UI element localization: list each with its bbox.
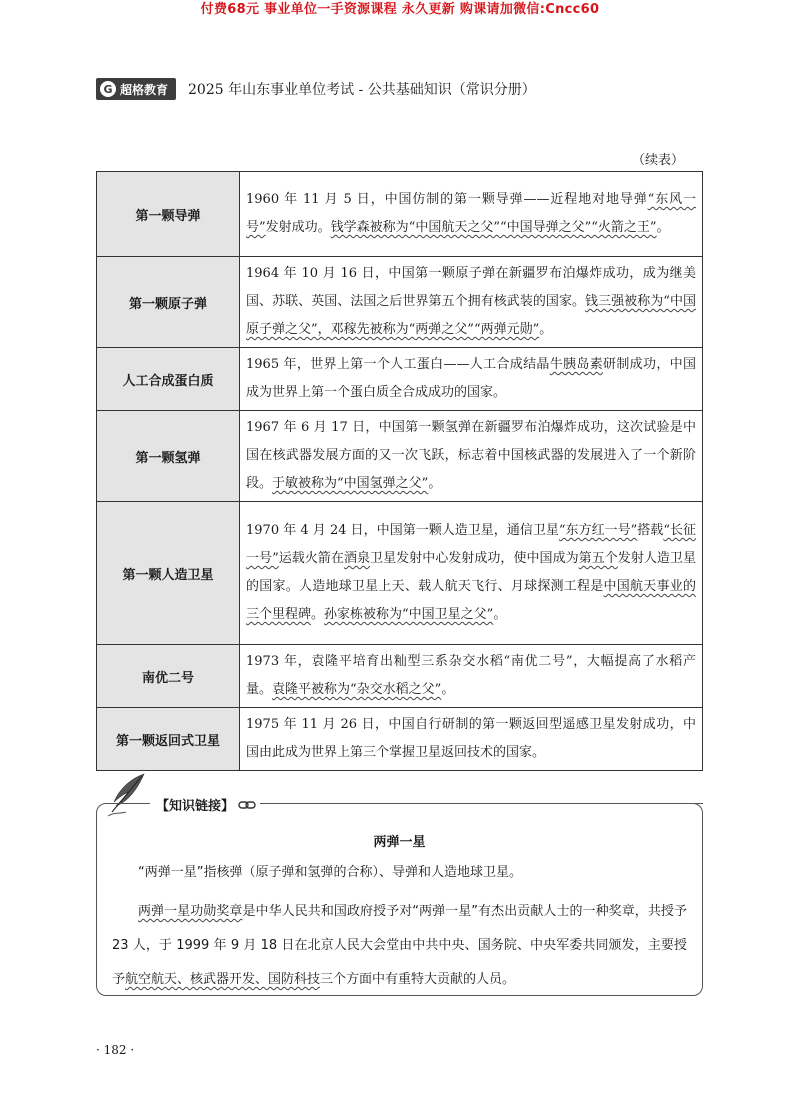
row-term: 第一颗返回式卫星: [97, 708, 240, 771]
row-description: [240, 348, 703, 411]
emphasis-text: 牛胰岛素: [549, 357, 604, 372]
row-description: [240, 645, 703, 708]
emphasis-text: 两弹一星功勋奖章: [138, 904, 243, 919]
knowledge-divider: [260, 803, 703, 804]
row-term: 第一颗原子弹: [97, 257, 240, 348]
emphasis-text: “长征一号”: [246, 523, 696, 566]
brand-logo: [96, 78, 176, 100]
row-description: [240, 708, 703, 771]
row-term: 第一颗导弹: [97, 172, 240, 257]
row-term: 第一颗人造卫星: [97, 502, 240, 645]
table-row: [97, 645, 703, 708]
row-term: 南优二号: [97, 645, 240, 708]
body-text: 是中华人民共和国政府授予对“两弹一星”有杰出贡献人士的一种奖章，共授予 23 人，于 1999 年 9 月 18 日在北京人民大会堂由中共中央、国务院、中央军委共同颁发，主要授予: [112, 904, 687, 987]
emphasis-text: 袁隆平被称为“杂交水稻之父”: [272, 682, 442, 697]
emphasis-text: 于敏被称为“中国氢弹之父”: [272, 476, 429, 491]
emphasis-text: “东方红一号”: [558, 523, 638, 538]
emphasis-text: 孙家栋被称为“中国卫星之父”: [324, 607, 494, 622]
row-term: 第一颗氢弹: [97, 411, 240, 502]
body-text: 1973 年，袁隆平培育出籼型三系杂交水稻“南优二号”，大幅提高了水稻产量。: [246, 654, 696, 697]
table-row: [97, 411, 703, 502]
body-text: 发射成功。: [265, 220, 331, 235]
emphasis-text: 钱学森被称为“中国航天之父”“中国导弹之父”“火箭之王”: [330, 220, 657, 235]
continued-label: （续表）: [632, 153, 685, 168]
body-text: 。: [539, 322, 553, 337]
emphasis-text: “东风一号”: [246, 192, 696, 235]
knowledge-paragraph-2: [112, 895, 687, 997]
emphasis-text: 第五个: [578, 551, 618, 566]
body-text: 1975 年 11 月 26 日，中国自行研制的第一颗返回型遥感卫星发射成功，中国由此成为世界上第三个掌握卫星返回技术的国家。: [246, 717, 696, 760]
emphasis-text: 航空航天、核武器开发、国防科技: [125, 972, 321, 987]
body-text: 1960 年 11 月 5 日，中国仿制的第一颗导弹——近程地对地导弹: [246, 192, 648, 207]
table-row: [97, 172, 703, 257]
body-text: 卫星发射中心发射成功，使中国成为: [370, 551, 579, 566]
page-number: · 182 ·: [96, 1043, 135, 1057]
row-term: 人工合成蛋白质: [97, 348, 240, 411]
row-description: [240, 502, 703, 645]
row-description: [240, 172, 703, 257]
row-description: [240, 411, 703, 502]
knowledge-title: 两弹一星: [373, 835, 426, 850]
emphasis-text: 钱三强被称为“中国原子弹之父”，邓稼先被称为“两弹之父”“两弹元勋”: [246, 294, 696, 337]
emphasis-text: 中国航天事业的三个里程碑: [246, 579, 696, 622]
body-text: 1965 年，世界上第一个人工蛋白——人工合成结晶: [246, 357, 550, 372]
promo-banner: 付费68元 事业单位一手资源课程 永久更新 购课请加微信:Cncc60: [200, 2, 600, 17]
body-text: 。: [441, 682, 455, 697]
page-header: [96, 77, 536, 101]
body-text: 搭载: [637, 523, 664, 538]
body-text: 1967 年 6 月 17 日，中国第一颗氢弹在新疆罗布泊爆炸成功，这次试验是中国在核武器发展方面的又一次飞跃，标志着中国核武器的发展进入了一个新阶段。: [246, 420, 696, 491]
row-description: [240, 257, 703, 348]
body-text: 。: [656, 220, 670, 235]
facts-table: [96, 171, 703, 771]
body-text: 发射人造卫星的国家。人造地球卫星上天、载人航天飞行、月球探测工程是: [246, 551, 696, 594]
body-text: 研制成功，中国成为世界上第一个蛋白质全合成成功的国家。: [246, 357, 696, 400]
chain-link-icon: [238, 799, 256, 811]
logo-mark-icon: G: [100, 81, 116, 97]
body-text: 。: [428, 476, 442, 491]
body-text: 。: [311, 607, 325, 622]
table-row: [97, 257, 703, 348]
knowledge-label-text: 【知识链接】: [156, 799, 235, 814]
emphasis-text: 酒泉: [343, 551, 371, 566]
body-text: 1970 年 4 月 24 日，中国第一颗人造卫星，通信卫星: [246, 523, 559, 538]
body-text: 1964 年 10 月 16 日，中国第一颗原子弹在新疆罗布泊爆炸成功，成为继美国、苏联、英国、法国之后世界第五个拥有核武装的国家。: [246, 266, 696, 309]
knowledge-paragraph-1: “两弹一星”指核弹（原子弹和氢弹的合称）、导弹和人造地球卫星。: [138, 865, 522, 880]
logo-text: 超格教育: [120, 82, 169, 97]
knowledge-label: [150, 795, 262, 814]
table-row: [97, 708, 703, 771]
table-row: [97, 348, 703, 411]
table-row: [97, 502, 703, 645]
body-text: 三个方面中有重特大贡献的人员。: [320, 972, 516, 987]
header-title: 2025 年山东事业单位考试 - 公共基础知识（常识分册）: [188, 82, 536, 98]
body-text: 。: [493, 607, 507, 622]
body-text: 运载火箭在: [278, 551, 344, 566]
